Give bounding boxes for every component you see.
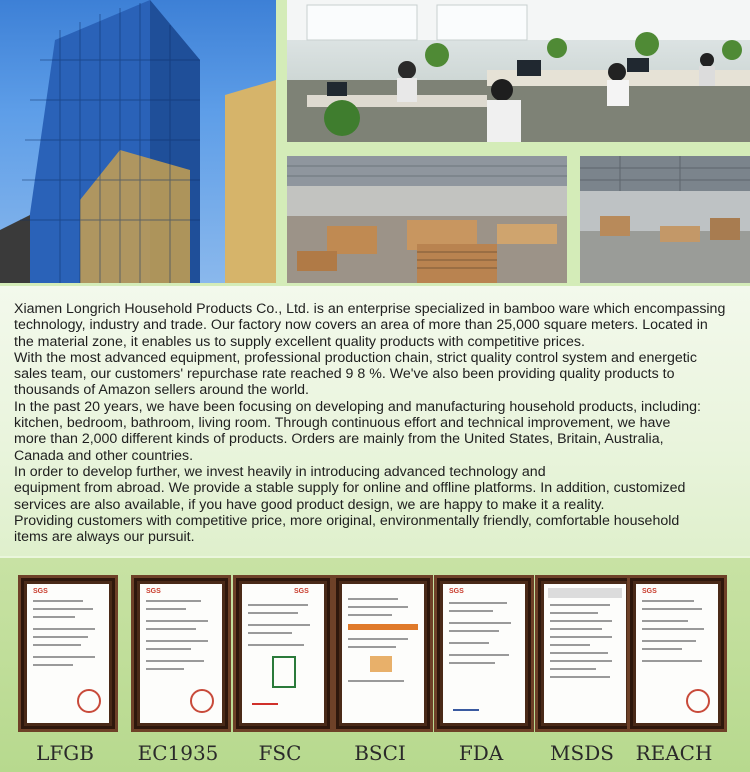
certificate-bsci xyxy=(333,575,433,732)
certificate-document xyxy=(443,584,525,723)
company-photo-gallery xyxy=(0,0,750,286)
certificate-label-bsci: BSCI xyxy=(354,741,406,765)
intro-line: more than 2,000 different kinds of products. Orders are mainly from the United States, Britain, Australia, xyxy=(14,431,664,448)
intro-line: kitchen, bedroom, bathroom, living room. Through continuous effort and technical improvement, we have xyxy=(14,415,671,432)
certificate-document xyxy=(242,584,324,723)
certificate-label-fda: FDA xyxy=(458,741,504,765)
intro-line: the material zone, it enables us to supply excellent quality products with competitive prices. xyxy=(14,333,585,350)
intro-line: equipment from abroad. We provide a stable supply for online and offline platforms. In addition, customized xyxy=(14,480,686,497)
warehouse-photo xyxy=(580,156,750,283)
intro-line: Canada and other countries. xyxy=(14,447,194,464)
stamp-icon xyxy=(686,689,710,713)
intro-line: services are also available, if you have good product design, we are happy to make it a reality. xyxy=(14,496,605,513)
sgs-logo: SGS xyxy=(449,588,464,595)
datasheet-header-icon xyxy=(548,588,622,598)
sgs-logo: SGS xyxy=(294,588,309,595)
company-introduction xyxy=(0,286,750,556)
intro-line: items are always our pursuit. xyxy=(14,529,195,546)
certificate-label-msds: MSDS xyxy=(550,741,614,765)
certificates-section xyxy=(0,558,750,772)
sgs-logo: SGS xyxy=(33,588,48,595)
certificate-ec1935 xyxy=(131,575,231,732)
certificate-fda xyxy=(434,575,534,732)
certificate-document xyxy=(544,584,626,723)
certificate-document xyxy=(27,584,109,723)
intro-line: thousands of Amazon sellers around the world. xyxy=(14,382,309,399)
certificate-label-fsc: FSC xyxy=(258,741,302,765)
certificate-label-ec1935: EC1935 xyxy=(137,741,219,765)
certificate-document xyxy=(140,584,222,723)
certificate-label-lfgb: LFGB xyxy=(36,741,94,765)
report-banner-icon xyxy=(348,624,418,630)
stamp-icon xyxy=(77,689,101,713)
factory-floor-photo xyxy=(287,156,567,283)
certificate-msds xyxy=(535,575,635,732)
intro-line: With the most advanced equipment, professional production chain, strict quality control system and energetic xyxy=(14,349,697,366)
sgs-logo: SGS xyxy=(146,588,161,595)
certificate-document xyxy=(636,584,718,723)
badge-icon xyxy=(370,656,392,672)
certificate-fsc xyxy=(233,575,333,732)
fsc-logo-icon xyxy=(272,656,296,688)
stamp-icon xyxy=(190,689,214,713)
intro-line: In the past 20 years, we have been focusing on developing and manufacturing household products, including: xyxy=(14,398,701,415)
intro-line: In order to develop further, we invest heavily in introducing advanced technology and xyxy=(14,463,546,480)
signature-icon xyxy=(453,701,479,711)
certificate-document xyxy=(342,584,424,723)
certificate-label-reach: REACH xyxy=(635,741,713,765)
office-workspace-photo xyxy=(287,0,750,142)
office-building-photo xyxy=(0,0,276,283)
certificate-reach xyxy=(627,575,727,732)
intro-line: Xiamen Longrich Household Products Co., Ltd. is an enterprise specialized in bamboo ware which encompassing xyxy=(14,301,726,317)
intro-line: Providing customers with competitive price, more original, environmentally friendly, comfortable household xyxy=(14,512,680,529)
intro-line: technology, industry and trade. Our factory now covers an area of more than 25,000 square meters. Located in xyxy=(14,317,708,334)
intro-line: sales team, our customers' repurchase rate reached 9 8 %. We've also been providing quality products to xyxy=(14,366,675,383)
colored-marks-icon xyxy=(252,695,278,705)
sgs-logo: SGS xyxy=(642,588,657,595)
certificate-lfgb xyxy=(18,575,118,732)
